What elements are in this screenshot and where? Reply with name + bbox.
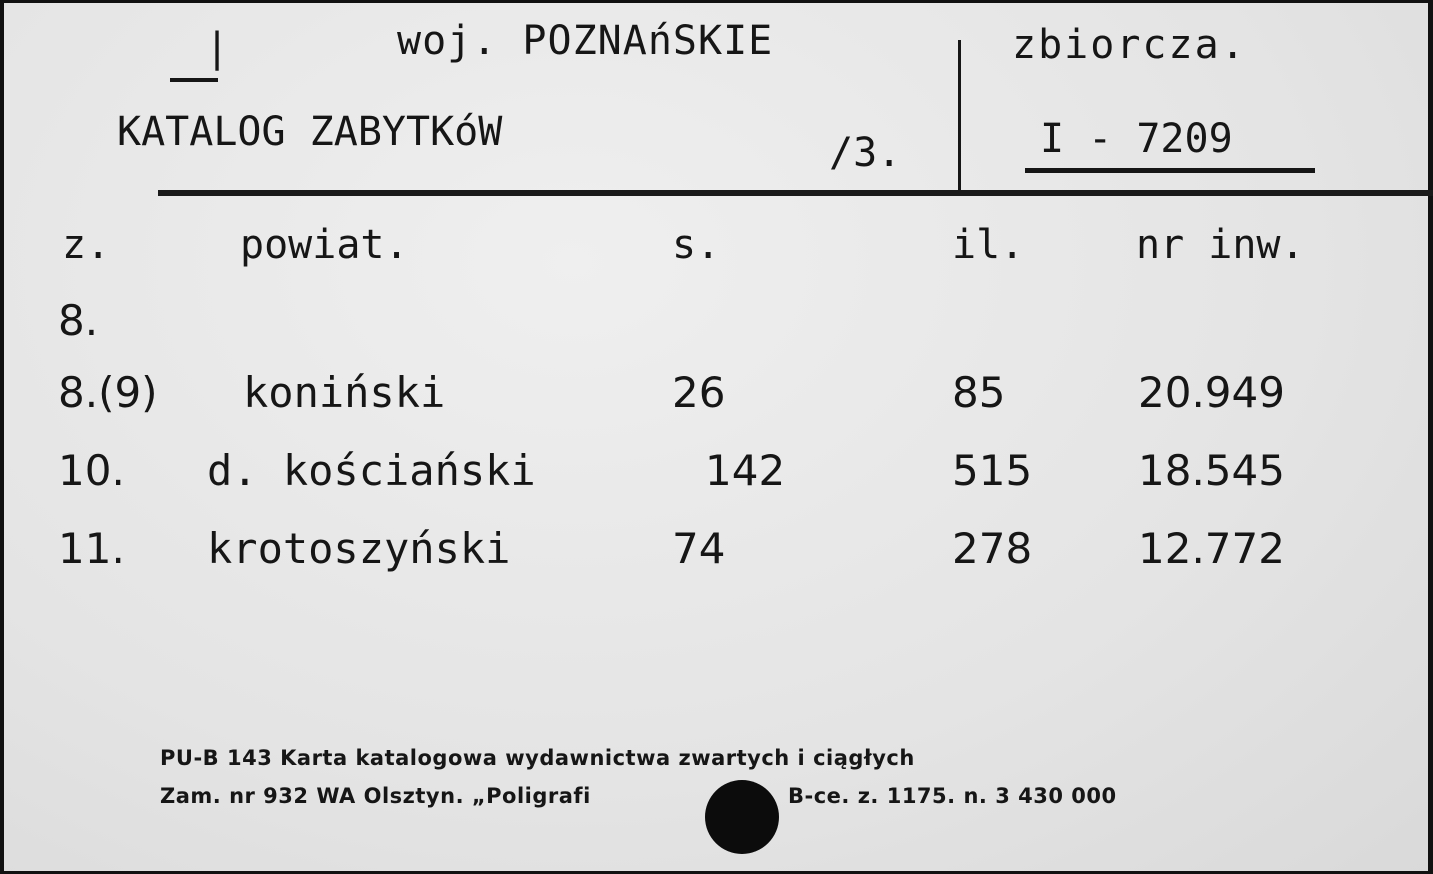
printer-imprint-line-2-right: B-ce. z. 1175. n. 3 430 000 [788, 784, 1117, 808]
row-powiat: koniński [243, 368, 446, 417]
catalog-id: I - 7209 [1040, 116, 1233, 162]
printer-imprint-line-1: PU-B 143 Karta katalogowa wydawnictwa zwartych i ciągłych [160, 746, 915, 770]
row-s: 74 [672, 524, 726, 573]
row-nr-inw: 18.545 [1138, 446, 1285, 495]
column-header-z: z. [62, 222, 111, 268]
printer-imprint-line-2-left: Zam. nr 932 WA Olsztyn. „Poligrafi [160, 784, 591, 808]
column-header-powiat: powiat. [240, 222, 409, 268]
row-il: 278 [952, 524, 1033, 573]
row-nr-inw: 20.949 [1138, 368, 1285, 417]
catalog-title: KATALOG ZABYTKóW [117, 109, 503, 155]
row-number: 11. [58, 524, 125, 573]
header-rule [158, 190, 1433, 196]
column-header-s: s. [672, 222, 721, 268]
header-mark-underline [170, 78, 218, 82]
voivodeship-label: woj. POZNAńSKIE [397, 18, 774, 64]
row-powiat: krotoszyński [207, 524, 511, 573]
row-number: 8. [58, 296, 99, 345]
row-il: 85 [952, 368, 1006, 417]
collective-label: zbiorcza. [1012, 22, 1247, 68]
header-mark: | [205, 25, 230, 71]
scan-edge-right [1428, 0, 1433, 874]
catalog-id-underline [1025, 168, 1315, 173]
row-powiat: d. kościański [207, 446, 536, 495]
row-number: 8.(9) [58, 368, 158, 417]
column-header-il: il. [952, 222, 1025, 268]
scan-edge-left [0, 0, 4, 874]
row-s: 26 [672, 368, 726, 417]
header-vertical-divider [958, 40, 961, 192]
column-header-nr-inw: nr inw. [1136, 222, 1305, 268]
card-number: /3. [829, 130, 902, 176]
row-s: 142 [705, 446, 786, 495]
scan-edge-top [0, 0, 1433, 3]
row-nr-inw: 12.772 [1138, 524, 1285, 573]
row-number: 10. [58, 446, 125, 495]
punch-hole [705, 780, 779, 854]
row-il: 515 [952, 446, 1033, 495]
